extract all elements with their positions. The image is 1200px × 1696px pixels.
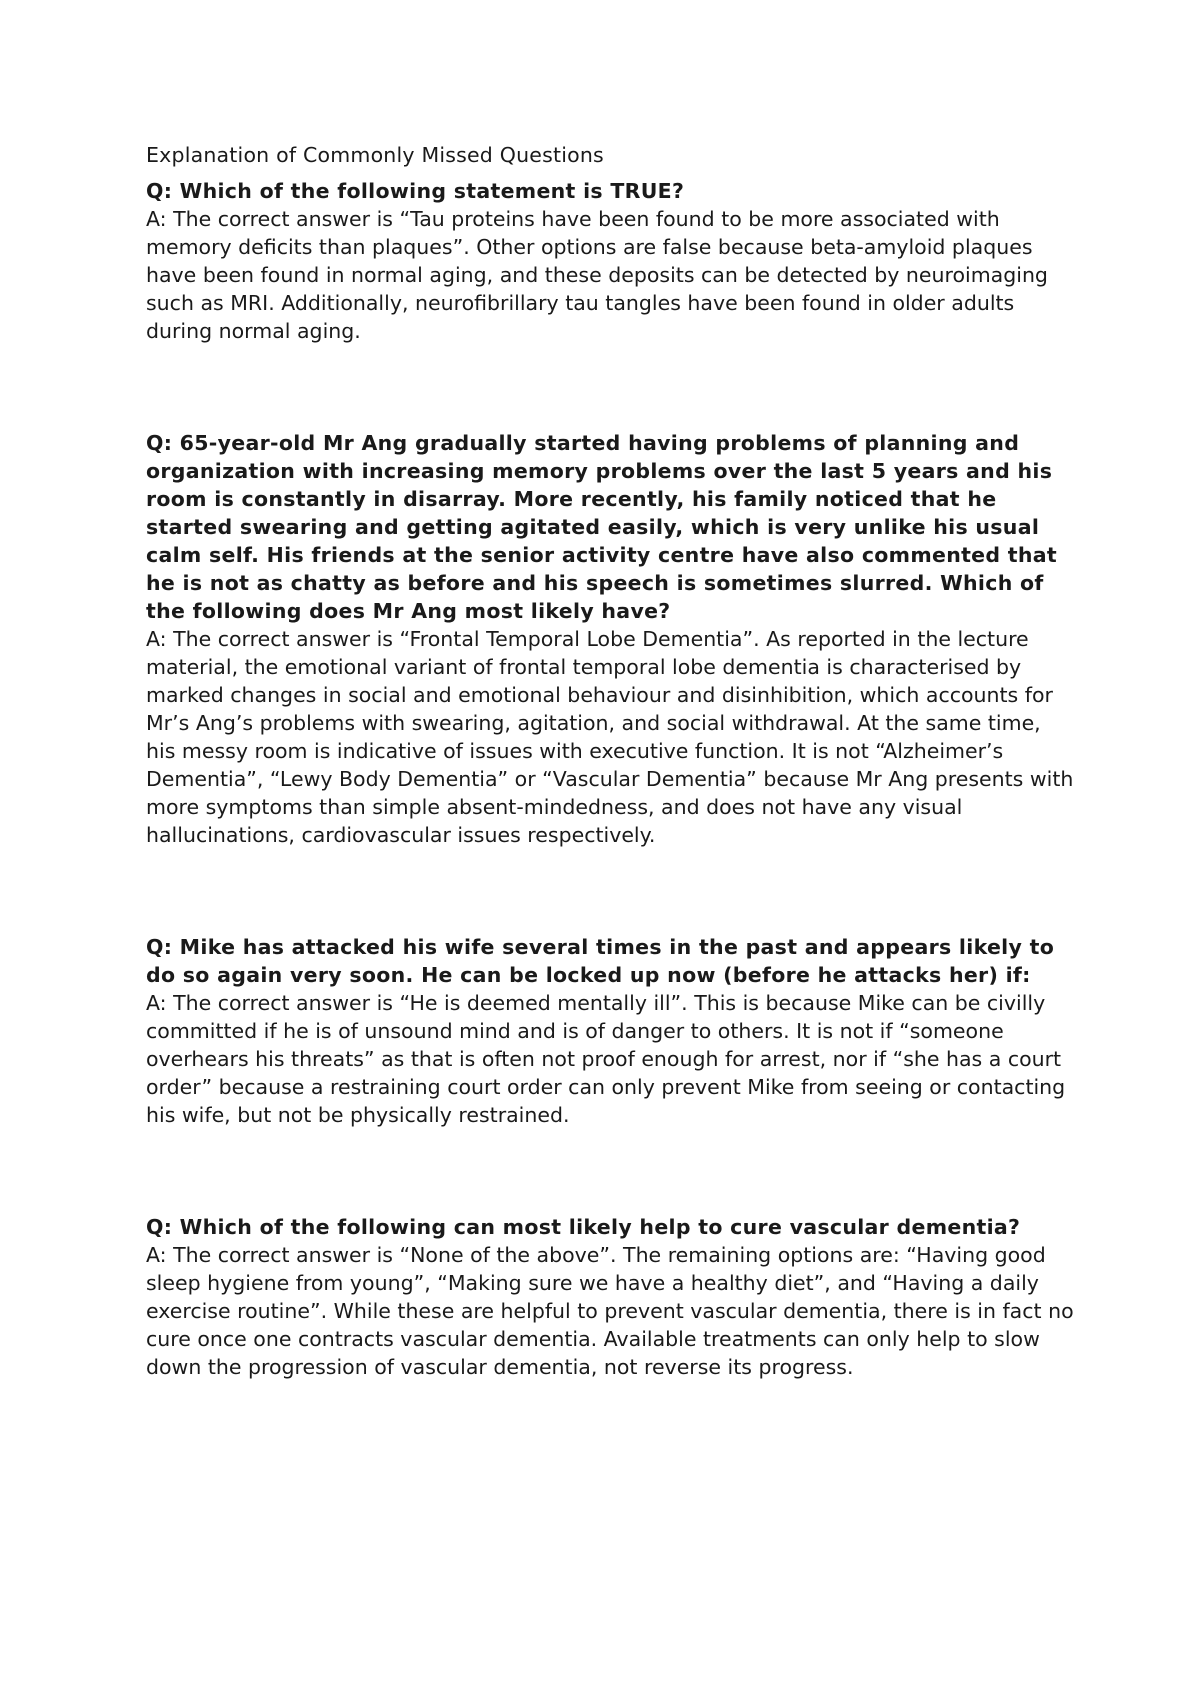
qa-item-1 [146,177,1076,345]
answer-text: A: The correct answer is “Frontal Temporal Lobe Dementia”. As reported in the lecture material, the emotional variant of frontal temporal lobe dementia is characterised by marked changes in social and emotional behaviour and disinhibition, which accounts for Mr’s Ang’s problems with swearing, agitation, and social withdrawal. At the same time, his messy room is indicative of issues with executive function. It is not “Alzheimer’s Dementia”, “Lewy Body Dementia” or “Vascular Dementia” because Mr Ang presents with more symptoms than simple absent-mindedness, and does not have any visual hallucinations, cardiovascular issues respectively. [146,627,1074,847]
question-text: Q: Mike has attacked his wife several times in the past and appears likely to do so again very soon. He can be locked up now (before he attacks her) if: [146,935,1055,987]
answer-text: A: The correct answer is “He is deemed mentally ill”. This is because Mike can be civilly committed if he is of unsound mind and is of danger to others. It is not if “someone overhears his threats” as that is often not proof enough for arrest, nor if “she has a court order” because a restraining court order can only prevent Mike from seeing or contacting his wife, but not be physically restrained. [146,991,1066,1127]
section-spacer [146,849,1076,933]
answer-text: A: The correct answer is “None of the above”. The remaining options are: “Having good sleep hygiene from young”, “Making sure we have a healthy diet”, and “Having a daily exercise routine”. While these are helpful to prevent vascular dementia, there is in fact no cure once one contracts vascular dementia. Available treatments can only help to slow down the progression of vascular dementia, not reverse its progress. [146,1243,1074,1379]
document-page [146,141,1076,1381]
qa-item-2 [146,429,1076,849]
answer-text: A: The correct answer is “Tau proteins have been found to be more associated with memory deficits than plaques”. Other options are false because beta-amyloid plaques have been found in normal aging, and these deposits can be detected by neuroimaging such as MRI. Additionally, neurofibrillary tau tangles have been found in older adults during normal aging. [146,207,1048,343]
document-title: Explanation of Commonly Missed Questions [146,143,604,167]
section-spacer [146,1129,1076,1213]
qa-item-3 [146,933,1076,1129]
qa-item-4 [146,1213,1076,1381]
question-text: Q: Which of the following can most likely help to cure vascular dementia? [146,1215,1021,1239]
section-spacer [146,345,1076,429]
question-text: Q: Which of the following statement is TRUE? [146,179,685,203]
question-text: Q: 65-year-old Mr Ang gradually started having problems of planning and organization with increasing memory problems over the last 5 years and his room is constantly in disarray. More recently, his family noticed that he started swearing and getting agitated easily, which is very unlike his usual calm self. His friends at the senior activity centre have also commented that he is not as chatty as before and his speech is sometimes slurred. Which of the following does Mr Ang most likely have? [146,431,1058,623]
